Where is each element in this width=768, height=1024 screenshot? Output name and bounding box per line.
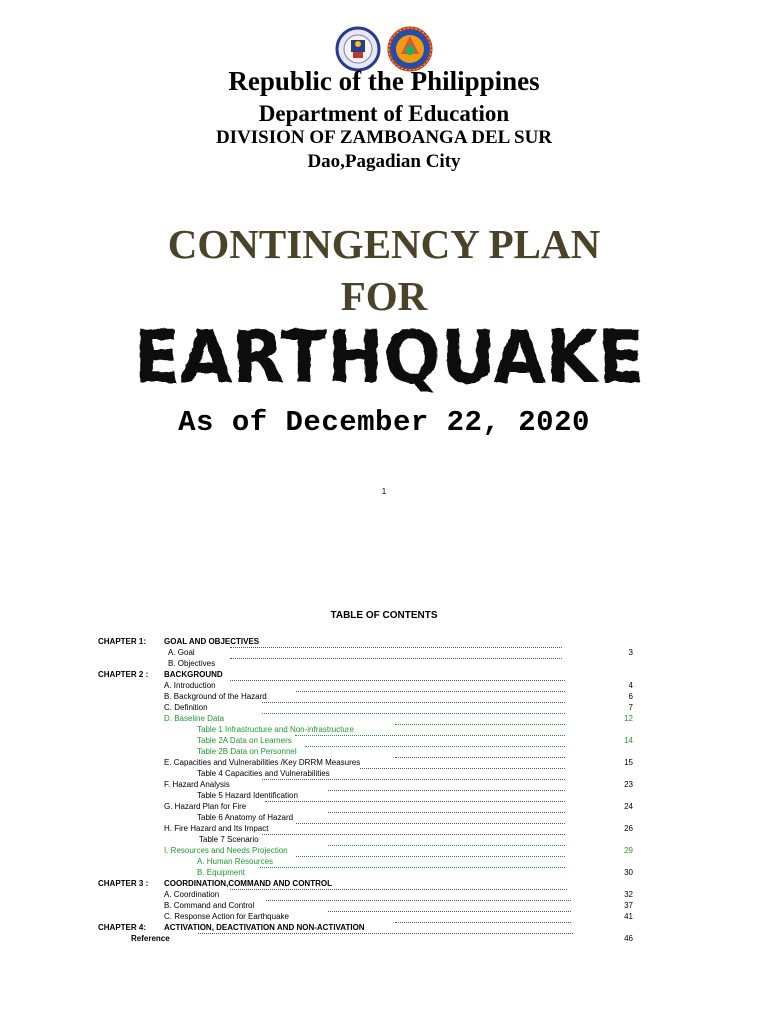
toc-chapter-label: Reference [131,934,170,943]
toc-page-number: 46 [624,934,633,943]
toc-entry-text: Table 6 Anatomy of Hazard [197,813,294,822]
toc-chapter-label: CHAPTER 2 : [98,670,149,679]
toc-leader-dots [328,911,571,912]
earthquake-word: EARTHQUAKE [134,315,644,396]
toc-entry-text: F. Hazard Analysis [164,780,230,789]
toc-page-number: 37 [624,901,633,910]
toc-leader-dots [328,812,565,813]
toc-leader-dots [266,900,571,901]
toc-entry-text: H. Fire Hazard and Its Impact [164,824,269,833]
toc-row [0,900,768,911]
toc-row [0,845,768,856]
toc-row [0,680,768,691]
toc-row [0,878,768,889]
toc-row [0,790,768,801]
toc-entry-text: A. Goal [168,648,195,657]
toc-page-number: 23 [624,780,633,789]
toc-row [0,636,768,647]
toc-page-number: 32 [624,890,633,899]
toc-leader-dots [395,724,565,725]
toc-page-number: 14 [624,736,633,745]
toc-page-number: 12 [624,714,633,723]
toc-entry-text: I. Resources and Needs Projection [164,846,288,855]
toc-entry-text: B. Command and Control [164,901,255,910]
toc-leader-dots [262,779,565,780]
toc-row [0,746,768,757]
toc-leader-dots [260,867,565,868]
toc-page-number: 6 [628,692,633,701]
toc-page-number: 29 [624,846,633,855]
toc-leader-dots [230,680,565,681]
toc-leader-dots [262,834,565,835]
toc-leader-dots [296,823,565,824]
toc-leader-dots [328,845,565,846]
toc-leader-dots [296,856,565,857]
toc-entry-text: C. Definition [164,703,208,712]
toc-page-number: 7 [628,703,633,712]
date-line: As of December 22, 2020 [178,406,590,439]
toc-entry-text: Table 5 Hazard Identification [197,791,298,800]
toc-entry-text: Table 1 Infrastructure and Non-infrastructure [197,725,354,734]
title-line2: FOR [340,273,428,319]
toc-heading: TABLE OF CONTENTS [330,610,438,621]
title-line1: CONTINGENCY PLAN [167,221,601,267]
toc-row [0,669,768,680]
toc-entry-text: A. Human Resources [197,857,274,866]
toc-leader-dots [262,713,565,714]
header-department: Department of Education [258,101,510,126]
header-republic: Republic of the Philippines [228,66,540,96]
toc-row [0,834,768,845]
toc-row [0,647,768,658]
page-number: 1 [381,487,387,496]
toc-entry-text: B. Background of the Hazard [164,692,267,701]
header-division: DIVISION OF ZAMBOANGA DEL SUR [215,127,553,148]
toc-entry-text: COORDINATION,COMMAND AND CONTROL [164,879,332,888]
toc-page-number: 30 [624,868,633,877]
table-of-contents [0,636,768,956]
toc-row [0,757,768,768]
toc-page-number: 3 [628,648,633,657]
header-location: Dao,Pagadian City [307,151,461,172]
toc-row [0,658,768,669]
toc-leader-dots [262,702,565,703]
toc-page-number: 41 [624,912,633,921]
toc-row [0,867,768,878]
toc-entry-text: Table 4 Capacities and Vulnerabilities [197,769,330,778]
toc-leader-dots [360,768,565,769]
toc-row [0,889,768,900]
toc-row [0,768,768,779]
toc-row [0,801,768,812]
toc-entry-text: BACKGROUND [164,670,223,679]
toc-leader-dots [198,933,573,934]
toc-leader-dots [265,801,565,802]
toc-row [0,779,768,790]
toc-row [0,823,768,834]
toc-page-number: 26 [624,824,633,833]
toc-leader-dots [395,922,571,923]
toc-row [0,702,768,713]
toc-row [0,812,768,823]
toc-entry-text: B. Objectives [168,659,216,668]
toc-chapter-label: CHAPTER 3 : [98,879,149,888]
toc-leader-dots [305,746,565,747]
toc-entry-text: D. Baseline Data [164,714,225,723]
toc-row [0,724,768,735]
toc-row [0,911,768,922]
toc-entry-text: Table 2A Data on Learners [197,736,292,745]
toc-page-number: 24 [624,802,633,811]
toc-row [0,735,768,746]
toc-entry-text: E. Capacities and Vulnerabilities /Key DRRM Measures [164,758,361,767]
toc-page-number: 4 [628,681,633,690]
toc-entry-text: Table 2B Data on Personnel [197,747,297,756]
toc-entry-text: B. Equipment [197,868,246,877]
toc-page-number: 15 [624,758,633,767]
toc-leader-dots [230,658,562,659]
toc-row [0,922,768,933]
toc-row [0,713,768,724]
toc-leader-dots [328,790,565,791]
toc-entry-text: A. Introduction [164,681,216,690]
toc-leader-dots [295,735,565,736]
toc-entry-text: ACTIVATION, DEACTIVATION AND NON-ACTIVATION [164,923,365,932]
toc-row [0,691,768,702]
toc-leader-dots [230,647,562,648]
toc-chapter-label: CHAPTER 1: [98,637,147,646]
toc-entry-text: Table 7 Scenario [199,835,259,844]
toc-chapter-label: CHAPTER 4: [98,923,147,932]
toc-row [0,933,768,944]
toc-entry-text: C. Response Action for Earthquake [164,912,289,921]
toc-leader-dots [395,757,565,758]
title-earthquake [131,312,647,396]
toc-entry-text: G. Hazard Plan for Fire [164,802,247,811]
toc-row [0,856,768,867]
toc-leader-dots [230,889,567,890]
toc-entry-text: A. Coordination [164,890,220,899]
toc-leader-dots [296,691,565,692]
toc-entry-text: GOAL AND OBJECTIVES [164,637,260,646]
